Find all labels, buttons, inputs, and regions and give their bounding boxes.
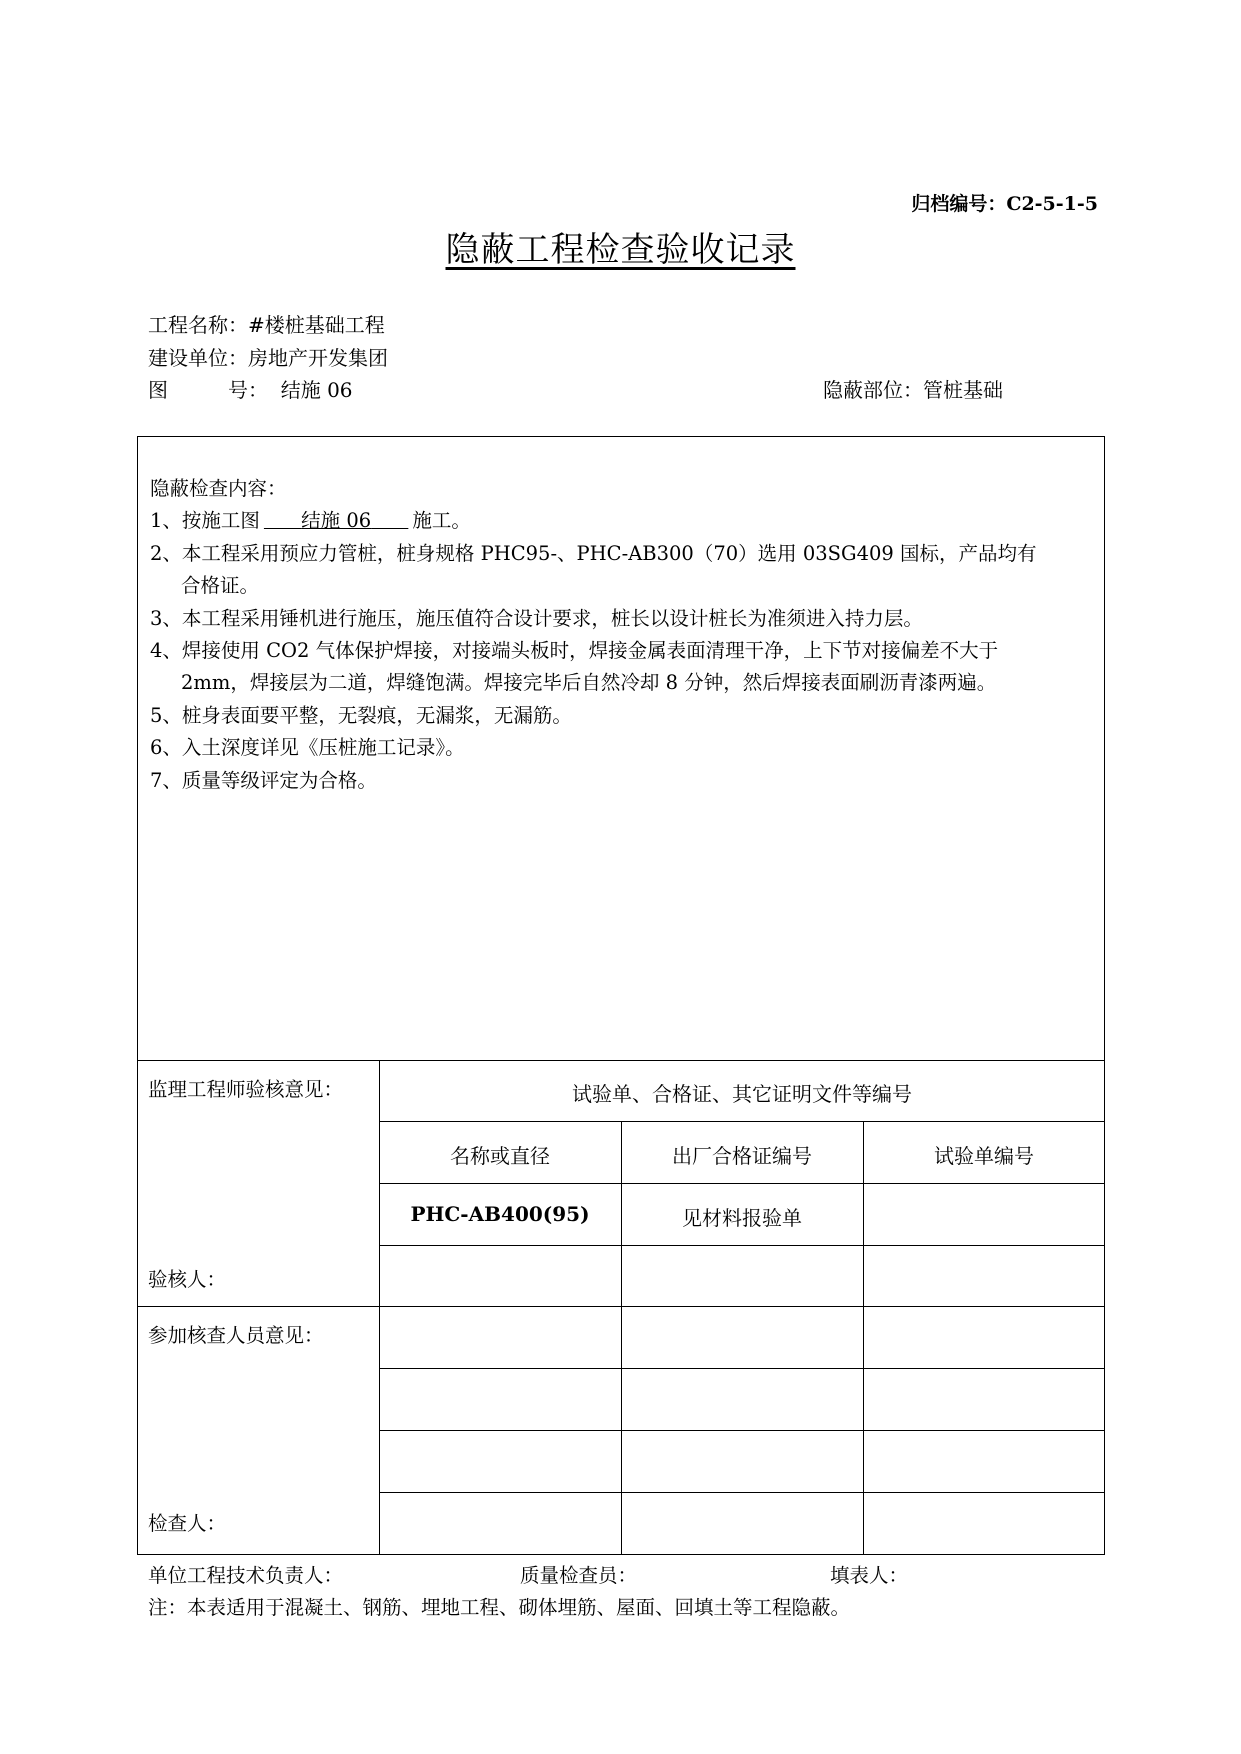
docs-table-header: 试验单、合格证、其它证明文件等编号 [572,1082,912,1106]
item1-fill-value: 结施 06 [301,509,372,533]
content-item-2-cont: 合格证。 [181,574,260,598]
drawing-number [148,374,353,403]
content-item-4-cont: 2mm，焊接层为二道，焊缝饱满。焊接完毕后自然冷却 8 分钟，然后焊接表面刷沥青漆两遍。 [181,671,997,695]
docs-col-cert: 出厂合格证编号 [672,1144,812,1168]
archive-number: 归档编号：C2-5-1-5 [911,193,1098,215]
page-title: 隐蔽工程检查验收记录 [445,230,796,270]
supervisor-opinion-label: 监理工程师验核意见： [148,1078,344,1101]
content-divider [137,1060,1105,1061]
content-item-7: 7、质量等级评定为合格。 [150,768,377,792]
grid-line [379,1492,1105,1493]
section-divider [137,1306,379,1307]
docs-row-1-cert: 见材料报验单 [682,1206,802,1230]
grid-line [621,1121,622,1555]
participants-opinion-label: 参加核查人员意见： [148,1324,324,1347]
content-item-4: 4、焊接使用 CO2 气体保护焊接，对接端头板时，焊接金属表面清理干净，上下节对接偏差不大于 [150,639,999,663]
builder-unit: 建设单位：房地产开发集团 [148,346,388,370]
docs-col-name: 名称或直径 [450,1144,550,1168]
tech-lead-label: 单位工程技术负责人： [148,1564,344,1587]
reviewer-label: 验核人： [148,1268,227,1291]
item1-suffix: 施工。 [412,509,471,533]
content-item-3: 3、本工程采用锤机进行施压，施压值符合设计要求，桩长以设计桩长为准须进入持力层。 [150,606,923,630]
grid-line [379,1306,1105,1307]
content-item-1 [150,505,1090,537]
docs-col-test: 试验单编号 [934,1144,1034,1168]
docs-row-1-name: PHC-AB400(95) [410,1202,590,1226]
content-heading: 隐蔽检查内容： [150,477,287,500]
content-item-2: 2、本工程采用预应力管桩，桩身规格 PHC95-、PHC-AB300（70）选用 03SG409 国标，产品均有 [150,541,1037,565]
checker-label: 检查人： [148,1512,227,1535]
grid-line [863,1121,864,1555]
grid-line [379,1183,1105,1184]
grid-line [379,1368,1105,1369]
inspection-content [150,473,1090,797]
item1-fill [260,509,412,532]
grid-line [379,1430,1105,1431]
drawing-label-b: 号： [228,378,268,402]
drawing-label-a: 图 [148,378,168,402]
grid-line [379,1121,1105,1122]
project-name: 工程名称：#楼桩基础工程 [148,313,385,337]
item1-prefix: 1、按施工图 [150,509,260,533]
drawing-value: 结施 06 [280,378,353,402]
qc-label: 质量检查员： [520,1564,638,1587]
grid-line [379,1060,380,1555]
filler-label: 填表人： [830,1564,909,1587]
grid-line [379,1245,1105,1246]
content-item-6: 6、入土深度详见《压桩施工记录》。 [150,736,465,760]
hidden-part: 隐蔽部位：管桩基础 [823,378,1003,402]
content-item-5: 5、桩身表面要平整，无裂痕，无漏浆，无漏筋。 [150,703,572,727]
footnote: 注：本表适用于混凝土、钢筋、埋地工程、砌体埋筋、屋面、回填土等工程隐蔽。 [148,1596,851,1619]
